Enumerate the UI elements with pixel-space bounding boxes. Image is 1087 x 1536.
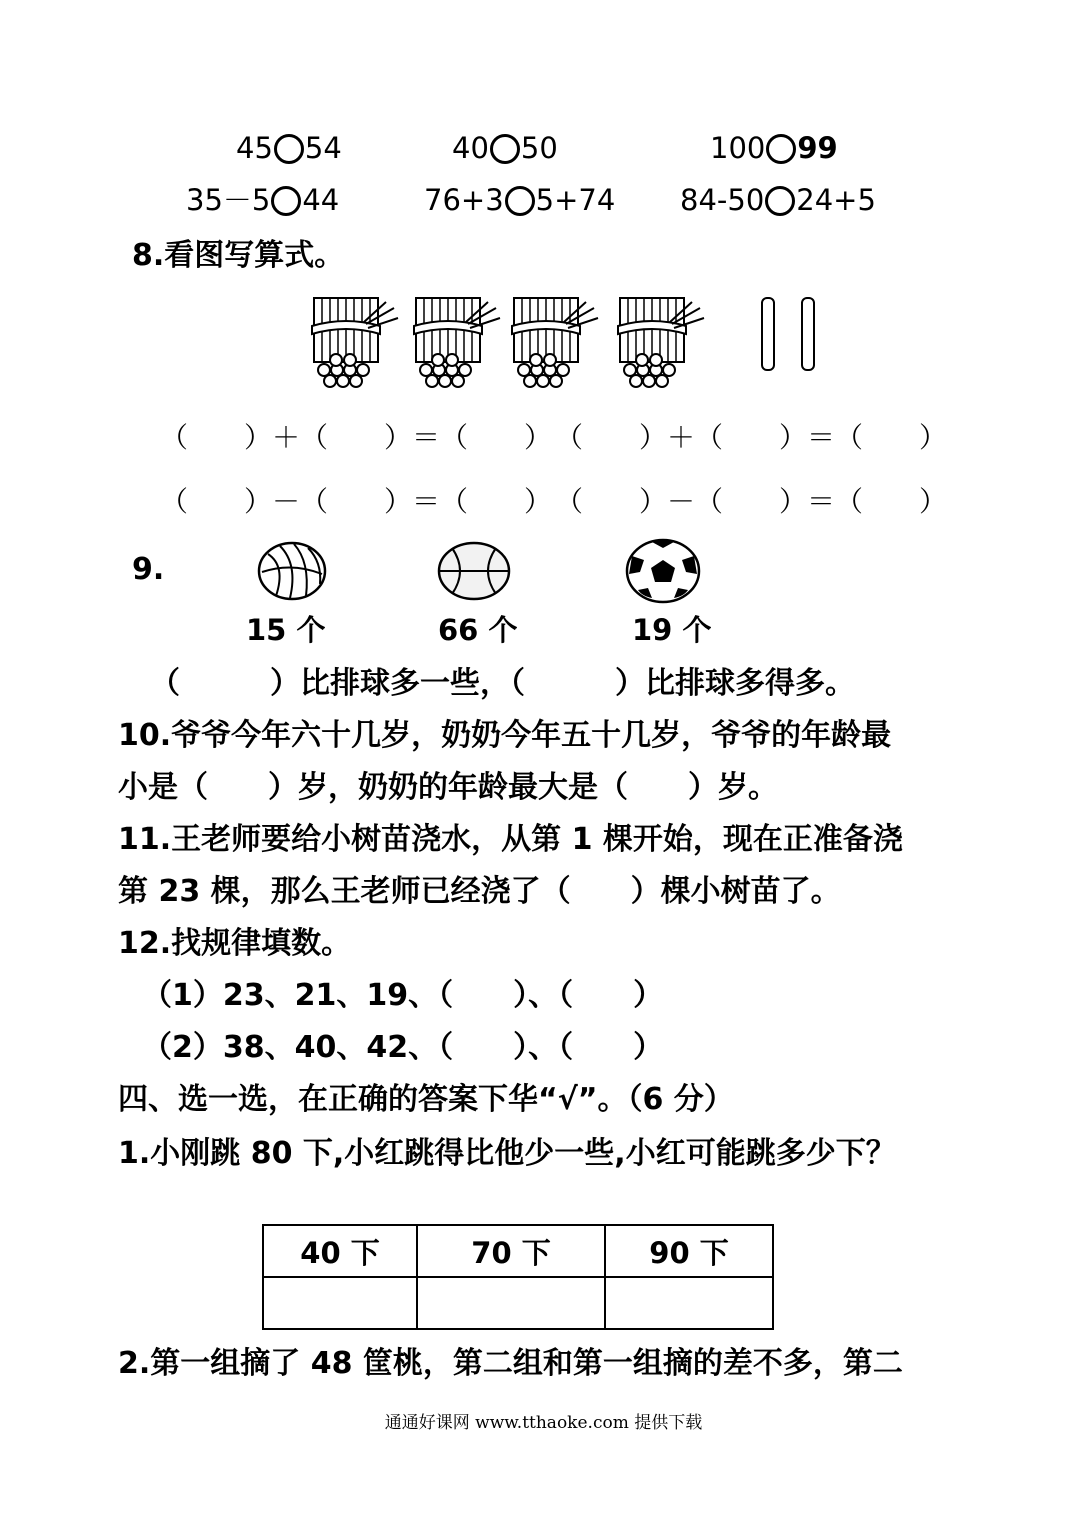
check-cell-70[interactable]	[417, 1277, 605, 1329]
basketball-icon	[436, 540, 512, 602]
blank-circle[interactable]	[505, 186, 535, 216]
blank-circle[interactable]	[271, 186, 301, 216]
comparison-5: 76+3 5+74	[424, 183, 616, 217]
answer-table	[262, 1224, 774, 1330]
comparison-2: 40 50	[452, 131, 558, 165]
option-cell: 70 下	[417, 1225, 605, 1277]
volleyball-count: 15 个	[246, 613, 326, 647]
option-cell: 90 下	[605, 1225, 773, 1277]
q12-item2: （2）38、40、42、（ ）、（ ）	[142, 1030, 664, 1065]
q10-line1: 10.爷爷今年六十几岁，奶奶今年五十几岁，爷爷的年龄最	[118, 718, 892, 753]
stick-bundles-image	[306, 288, 846, 398]
soccer-ball-count: 19 个	[632, 613, 712, 647]
option-cell: 40 下	[263, 1225, 417, 1277]
check-cell-90[interactable]	[605, 1277, 773, 1329]
soccer-ball-icon	[624, 538, 702, 604]
q9-number: 9.	[132, 552, 165, 587]
section4-q2: 2.第一组摘了 48 筐桃，第二组和第一组摘的差不多，第二	[118, 1346, 903, 1381]
check-cell-40[interactable]	[263, 1277, 417, 1329]
comparison-6: 84-50 24+5	[680, 183, 876, 217]
q11-line2: 第 23 棵，那么王老师已经浇了（ ）棵小树苗了。	[118, 874, 841, 909]
q12-title: 12.找规律填数。	[118, 926, 352, 961]
footer-text: 通通好课网 www.tthaoke.com 提供下载	[384, 1413, 703, 1433]
basketball-count: 66 个	[438, 613, 518, 647]
blank-circle[interactable]	[766, 134, 796, 164]
q11-line1: 11.王老师要给小树苗浇水，从第 1 棵开始，现在正准备浇	[118, 822, 903, 857]
section4-title: 四、选一选，在正确的答案下华“√”。（6 分）	[118, 1082, 734, 1117]
q8-title: 8.看图写算式。	[132, 238, 345, 273]
q12-item1: （1）23、21、19、（ ）、（ ）	[142, 978, 664, 1013]
blank-circle[interactable]	[274, 134, 304, 164]
blank-circle[interactable]	[765, 186, 795, 216]
q8-add-eq-1[interactable]: （ ）＋（ ）＝（ ）	[160, 421, 553, 454]
comparison-4: 35－5 44	[186, 183, 340, 217]
q8-add-eq-2[interactable]: （ ）＋（ ）＝（ ）	[555, 421, 948, 454]
q8-sub-eq-2[interactable]: （ ）－（ ）＝（ ）	[555, 485, 948, 518]
q10-line2: 小是（ ）岁，奶奶的年龄最大是（ ）岁。	[118, 770, 778, 805]
blank-circle[interactable]	[490, 134, 520, 164]
section4-q1: 1.小刚跳 80 下,小红跳得比他少一些,小红可能跳多少下？	[118, 1136, 896, 1171]
comparison-1: 45 54	[236, 131, 342, 165]
volleyball-icon	[256, 540, 328, 602]
q8-sub-eq-1[interactable]: （ ）－（ ）＝（ ）	[160, 485, 553, 518]
q9-sentence: （ ）比排球多一些，（ ）比排球多得多。	[150, 666, 855, 701]
comparison-3: 100 99	[710, 131, 838, 165]
